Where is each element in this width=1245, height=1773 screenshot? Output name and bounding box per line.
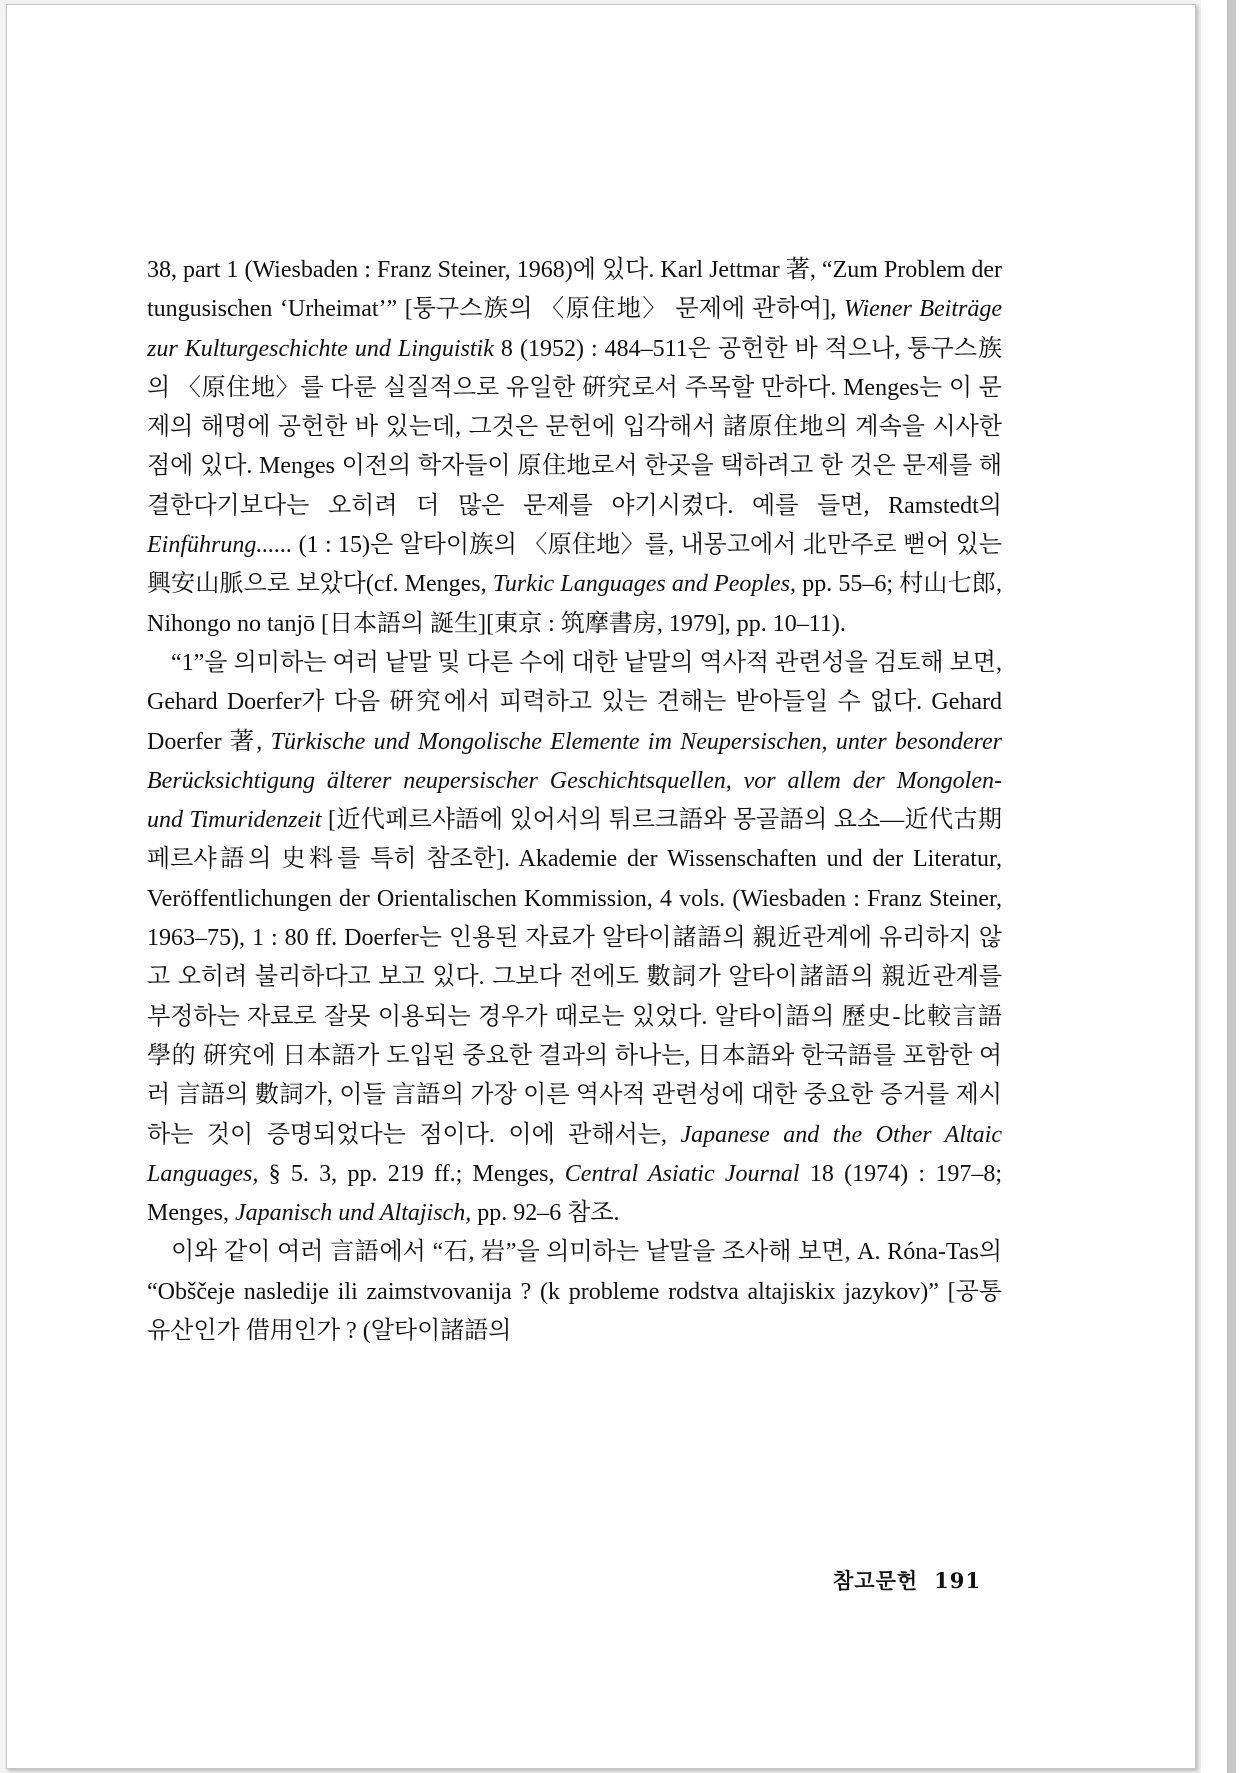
italic-text-run: Japanisch und Altajisch, <box>234 1200 472 1227</box>
text-run: pp. 55–6; 村山七郎, Nihongo no tanjō [日本語의 誕生][東京 : 筑摩書房, 1979], pp. 10–11). <box>147 571 1002 637</box>
text-run: pp. 92–6 참조. <box>471 1200 620 1227</box>
page-footer <box>833 1565 981 1595</box>
text-run: 8 (1952) : 484–511은 공헌한 바 적으나, 퉁구스族의 〈原住地〉를 다룬 실질적으로 유일한 硏究로서 주목할 만하다. Menges는 이 문제의 해명에 공헌한 바 있는데, 그것은 문헌에 입각해서 諸原住地의 계속을 시사한 점에 있다. Menges 이전의 학자들이 原住地로서 한곳을 택하려고 한 것은 문제를 해결한다기보다는 오히려 더 많은 문제를 야기시켰다. 예를 들면, Ramstedt의 <box>147 335 1002 519</box>
italic-text-run: Wiener Beiträge zur Kulturgeschichte und Linguistik <box>147 296 1003 362</box>
page-number: 191 <box>934 1568 981 1593</box>
document-page <box>6 4 1196 1769</box>
text-run: 18 (1974) : 197–8; Menges, <box>147 1160 1002 1227</box>
paragraph <box>147 1233 1002 1351</box>
vertical-scrollbar[interactable] <box>1201 0 1245 1773</box>
italic-text-run: Japanese and the Other Altaic Languages, <box>147 1121 1002 1187</box>
paragraph <box>147 251 1002 644</box>
italic-text-run: Turkic Languages and Peoples, <box>492 571 797 598</box>
text-run: (1 : 15)은 알타이族의 〈原住地〉를, 내몽고에서 北만주로 뻗어 있는 興安山脈으로 보았다(cf. Menges, <box>147 532 1002 598</box>
text-run: [近代페르샤語에 있어서의 튀르크語와 몽골語의 요소—近代古期 페르샤語의 史料를 특히 참조한]. Akademie der Wissenschaften und der Literatur, Veröffentlichungen der Orientalischen Kommission, 4 vols. (Wiesbaden : Franz Steiner, 1963–75), 1 : 80 ff. Doerfer는 인용된 자료가 알타이諸語의 親近관계에 유리하지 않고 오히려 불리하다고 보고 있다. 그보다 전에도 數詞가 알타이諸語의 親近관계를 부정하는 자료로 잘못 이용되는 경우가 때로는 있었다. 알타이語의 歷史-比較言語學的 硏究에 日本語가 도입된 중요한 결과의 하나는, 日本語와 한국語를 포함한 여러 言語의 數詞가, 이들 言語의 가장 이른 역사적 관련성에 대한 중요한 증거를 제시하는 것이 증명되었다는 점이다. 이에 관해서는, <box>147 807 1002 1148</box>
text-run: 이와 같이 여러 言語에서 “石, 岩”을 의미하는 낱말을 조사해 보면, A. Róna-Tas의 “Obščeje nasledije ili zaimstvovanija ? (k probleme rodstva altajiskix jazykov)” [공통 유산인가 借用인가 ? (알타이諸語의 <box>147 1239 1002 1345</box>
scrollbar-thumb[interactable] <box>1227 0 1236 1773</box>
text-run: § 5. 3, pp. 219 ff.; Menges, <box>258 1160 565 1187</box>
italic-text-run: Türkische und Mongolische Elemente im Neupersischen, unter besonderer Berücksichtigung älterer neupersischer Geschichtsquellen, vor allem der Mongolen- und Timuridenzeit <box>147 728 1002 834</box>
italic-text-run: Central Asiatic Journal <box>564 1160 800 1187</box>
text-run: “1”을 의미하는 여러 낱말 및 다른 수에 대한 낱말의 역사적 관련성을 검토해 보면, Gehard Doerfer가 다음 硏究에서 피력하고 있는 견해는 받아들일 수 없다. Gehard Doerfer 著, <box>147 649 1002 755</box>
footer-section-title: 참고문헌 <box>833 1569 919 1593</box>
body-text <box>147 251 1002 1351</box>
paragraph <box>147 644 1002 1233</box>
text-run: 38, part 1 (Wiesbaden : Franz Steiner, 1968)에 있다. Karl Jettmar 著, “Zum Problem der tungusischen ‘Urheimat’” [퉁구스族의 〈原住地〉 문제에 관하여], <box>147 257 1002 323</box>
italic-text-run: Einführung...... <box>147 532 293 559</box>
